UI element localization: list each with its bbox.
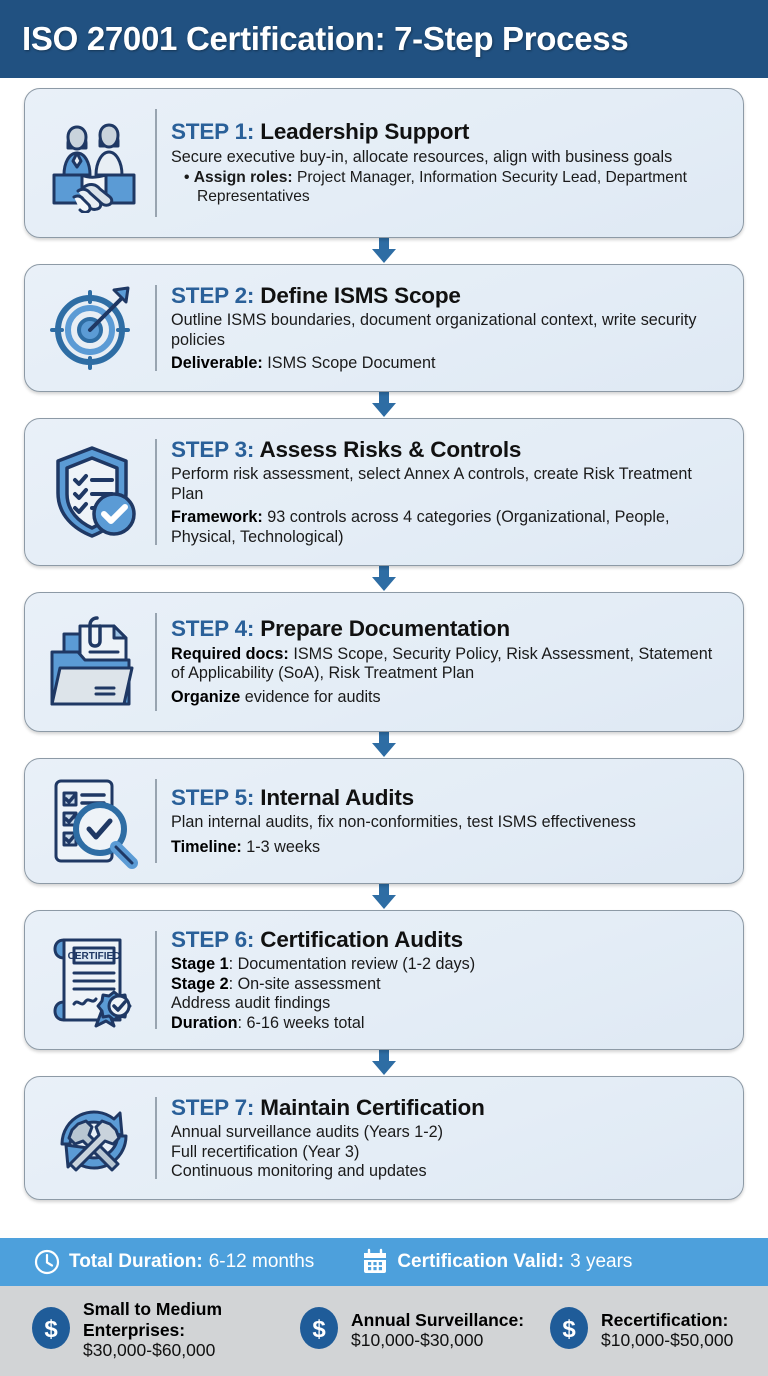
- cost-item-recertification: [548, 1305, 733, 1356]
- step-title-6: Certification Audits: [260, 926, 463, 952]
- line-label: Duration: [171, 1013, 238, 1032]
- line-label: Required docs:: [171, 644, 289, 663]
- clock-icon: [34, 1249, 60, 1275]
- step-card-3[interactable]: [24, 418, 744, 566]
- step-body-1: [171, 119, 731, 206]
- validity-label: Certification Valid:: [397, 1250, 565, 1272]
- line-text: 93 controls across 4 categories (Organizational, People, Physical, Technological): [171, 508, 670, 546]
- step-line-labeled: [171, 838, 727, 857]
- line-text: : On-site assessment: [228, 974, 381, 993]
- calendar-icon: [362, 1248, 388, 1275]
- step-line: Outline ISMS boundaries, document organizational context, write security policies: [171, 311, 697, 349]
- step-body-4: [171, 616, 731, 708]
- step-line: Continuous monitoring and updates: [171, 1161, 427, 1180]
- folder-documents-icon: [35, 599, 153, 725]
- dollar-circle-icon: [298, 1305, 340, 1356]
- step-heading-5: [171, 785, 727, 812]
- line-label: Stage 2: [171, 974, 229, 993]
- line-text: : 6-16 weeks total: [237, 1013, 365, 1032]
- card-divider: [155, 931, 157, 1029]
- line-text: ISMS Scope, Security Policy, Risk Assessment, Statement of Applicability (SoA), Risk Treatment Plan: [171, 644, 713, 683]
- step-card-6[interactable]: [24, 910, 744, 1050]
- step-body-6: [171, 927, 731, 1033]
- step-line-labeled: [171, 508, 727, 547]
- step-line-labeled: [171, 688, 727, 707]
- card-divider: [155, 285, 157, 371]
- step-number-5: STEP 5:: [171, 784, 255, 810]
- line-text: 1-3 weeks: [246, 837, 321, 856]
- cost-item-sme: [30, 1300, 298, 1361]
- step-bullet: [171, 169, 727, 206]
- steps-container: [0, 78, 768, 1230]
- step-card-1[interactable]: [24, 88, 744, 238]
- step-number-2: STEP 2:: [171, 282, 255, 308]
- duration-value: 6-12 months: [208, 1250, 315, 1272]
- cost-label: Annual Surveillance:: [351, 1309, 525, 1330]
- step-line-labeled: [171, 955, 727, 974]
- card-divider: [155, 613, 157, 711]
- duration-item-validity: [362, 1248, 632, 1275]
- step-heading-3: [171, 437, 727, 464]
- handshake-icon: [35, 95, 153, 231]
- duration-summary-bar: [0, 1238, 768, 1286]
- step-title-4: Prepare Documentation: [260, 616, 510, 642]
- step-title-3: Assess Risks & Controls: [259, 436, 522, 462]
- refresh-wrenches-icon: [35, 1083, 153, 1193]
- card-divider: [155, 439, 157, 545]
- step-line-labeled: [171, 645, 727, 684]
- cost-text: [351, 1311, 524, 1351]
- cost-text: [601, 1311, 733, 1351]
- svg-text:$: $: [312, 1316, 326, 1344]
- card-divider: [155, 109, 157, 217]
- step-body-5: [171, 785, 731, 857]
- step-card-4[interactable]: [24, 592, 744, 732]
- arrow-connector-4: [24, 732, 744, 758]
- dollar-circle-icon: [30, 1305, 72, 1356]
- line-label: Timeline:: [171, 837, 242, 856]
- step-number-4: STEP 4:: [171, 616, 255, 642]
- card-divider: [155, 1097, 157, 1179]
- cost-value: $10,000-$50,000: [601, 1329, 734, 1350]
- svg-text:$: $: [44, 1316, 58, 1344]
- shield-checklist-icon: [35, 425, 153, 559]
- step-card-5[interactable]: [24, 758, 744, 884]
- step-line: Full recertification (Year 3): [171, 1142, 360, 1161]
- step-title-7: Maintain Certification: [260, 1094, 485, 1120]
- dollar-circle-icon: [548, 1305, 590, 1356]
- step-line: Address audit findings: [171, 994, 331, 1013]
- arrow-connector-3: [24, 566, 744, 592]
- step-title-2: Define ISMS Scope: [260, 282, 461, 308]
- arrow-connector-5: [24, 884, 744, 910]
- step-line: Secure executive buy-in, allocate resources, align with business goals: [171, 147, 673, 166]
- cost-value: $10,000-$30,000: [351, 1329, 484, 1350]
- step-body-2: [171, 283, 731, 374]
- step-body-7: [171, 1095, 731, 1182]
- step-heading-4: [171, 616, 727, 643]
- cost-label: Recertification:: [601, 1309, 729, 1330]
- svg-text:$: $: [562, 1316, 576, 1344]
- step-heading-6: [171, 927, 727, 954]
- line-text: evidence for audits: [244, 688, 381, 707]
- step-body-3: [171, 437, 731, 547]
- cost-summary-bar: [0, 1286, 768, 1376]
- step-heading-7: [171, 1095, 727, 1122]
- validity-value: 3 years: [570, 1250, 633, 1272]
- page-title: ISO 27001 Certification: 7-Step Process: [22, 20, 629, 57]
- step-line: Plan internal audits, fix non-conformities, test ISMS effectiveness: [171, 813, 636, 832]
- step-line-labeled: [171, 975, 727, 994]
- step-title-5: Internal Audits: [260, 784, 414, 810]
- step-line: Annual surveillance audits (Years 1-2): [171, 1123, 444, 1142]
- bullet-label: Assign roles:: [193, 169, 293, 187]
- cost-text: [83, 1300, 298, 1361]
- certificate-seal-icon: [35, 917, 153, 1043]
- step-title-1: Leadership Support: [260, 119, 470, 145]
- line-label: Deliverable:: [171, 353, 263, 372]
- cost-label: Small to Medium Enterprises:: [83, 1299, 223, 1340]
- step-line-labeled: [171, 1014, 727, 1033]
- line-text: : Documentation review (1-2 days): [228, 955, 476, 974]
- line-label: Stage 1: [171, 955, 229, 974]
- header-banner: [0, 0, 768, 78]
- step-line-labeled: [171, 354, 727, 373]
- card-divider: [155, 779, 157, 863]
- arrow-connector-2: [24, 392, 744, 418]
- step-number-3: STEP 3:: [171, 436, 255, 462]
- arrow-connector-6: [24, 1050, 744, 1076]
- cost-value: $30,000-$60,000: [83, 1339, 216, 1360]
- step-heading-1: [171, 119, 727, 146]
- duration-label: Total Duration:: [69, 1250, 203, 1272]
- step-number-1: STEP 1:: [171, 119, 255, 145]
- line-label: Framework:: [171, 508, 263, 527]
- target-arrow-icon: [35, 271, 153, 385]
- bullet-marker: •: [184, 169, 194, 187]
- svg-text:CERTIFIED: CERTIFIED: [67, 951, 121, 962]
- cost-item-surveillance: [298, 1305, 548, 1356]
- step-line: Perform risk assessment, select Annex A controls, create Risk Treatment Plan: [171, 465, 692, 503]
- duration-item-total: [34, 1249, 314, 1275]
- bullet-text: Project Manager, Information Security Lead, Department Representatives: [197, 169, 687, 205]
- line-label: Organize: [171, 688, 241, 707]
- step-number-7: STEP 7:: [171, 1094, 255, 1120]
- step-card-7[interactable]: [24, 1076, 744, 1200]
- arrow-connector-1: [24, 238, 744, 264]
- clipboard-magnifier-icon: [35, 765, 153, 877]
- step-card-2[interactable]: [24, 264, 744, 392]
- line-text: ISMS Scope Document: [267, 353, 436, 372]
- step-heading-2: [171, 283, 727, 310]
- step-number-6: STEP 6:: [171, 926, 255, 952]
